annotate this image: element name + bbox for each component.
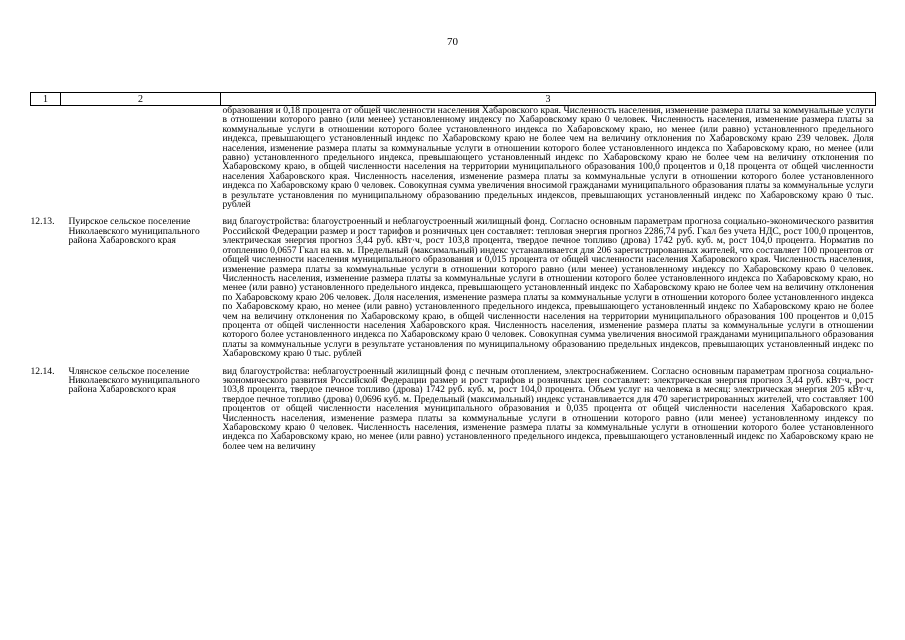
table-row: [31, 209, 876, 358]
row-description: вид благоустройства: неблагоустроенный жилищный фонд с печным отоплением, электроснабжением. Согласно основным параметрам прогноза социально-экономического развития Российской Федерации размер и рост тарифов и розничных цен составляет: электрическая энергия прогноз 3,44 руб. кВт·ч, рост 103,8 процента, твердое печное топливо (дрова) 1742 руб. куб. м, рост 104,0 процента. Объем услуг на человека в месяц: электрическая энергия 205 кВт·ч, твердое печное топливо (дрова) 0,0696 куб. м. Предельный (максимальный) индекс устанавливается для 470 зарегистрированных жителей, что составляет 100 процентов от общей численности населения муниципального образования и 0,035 процента от общей численности населения Хабаровского края. Численность населения, изменение размера платы за коммунальные услуги в отношении которого равно (или менее) установленному индексу по Хабаровскому краю 0 человек. Численность населения, изменение размера платы за коммунальные услуги в отношении которого более установленного индекса по Хабаровскому краю, но менее (или равно) установленного предельного индекса, превышающего установленный индекс по Хабаровскому краю не более чем на величину: [222, 365, 874, 452]
table-header-row: [31, 93, 876, 106]
header-col-1: 1: [31, 93, 61, 106]
municipality-name: Пуирское сельское поселение Николаевского муниципального района Хабаровского края: [68, 216, 200, 247]
row-description: вид благоустройства: благоустроенный и неблагоустроенный жилищный фонд. Согласно основным параметрам прогноза социально-экономического развития Российской Федерации размер и рост тарифов и розничных цен составляет: тепловая энергия прогноз 2286,74 руб. Гкал без учета НДС, рост 100,0 процентов, электрическая энергия прогноз 3,44 руб. кВт·ч, рост 103,8 процента, твердое печное топливо (дрова) 1742 руб. куб. м, рост 104,0 процента. Норматив по отоплению 0,0657 Гкал на кв. м. Предельный (максимальный) индекс устанавливается для 206 зарегистрированных жителей, что составляет 100 процентов от общей численности населения муниципального образования и 0,015 процента от общей численности населения Хабаровского края. Численность населения, изменение размера платы за коммунальные услуги в отношении которого равно (или менее) установленному индексу по Хабаровскому краю 0 человек. Численность населения, изменение размера платы за коммунальные услуги в отношении которого более установленного индекса по Хабаровскому краю, но менее (или равно) установленного предельного индекса, превышающего установленный индекс по Хабаровскому краю не более чем на величину отклонения по Хабаровскому краю 206 человек. Доля населения, изменение размера платы за коммунальные услуги в отношении которого более установленного индекса по Хабаровскому краю, но менее (или равно) установленного предельного индекса, превышающего установленный индекс по Хабаровскому краю не более чем на величину отклонения по Хабаровскому краю, в общей численности населения на территории муниципального образования 100 процентов и 0,015 процента от общей численности населения Хабаровского края. Численность населения, изменение размера платы за коммунальные услуги в отношении которого более установленного индекса по Хабаровскому краю 0 человек. Совокупная сумма увеличения вносимой гражданами муниципального образования платы за коммунальные услуги в результате установления по муниципальному образованию предельных индексов, превышающих установленный индекс по Хабаровскому краю 0 тыс. рублей: [222, 216, 874, 360]
header-col-3: 3: [221, 93, 876, 106]
municipality-name: [61, 106, 221, 210]
row-description: образования и 0,18 процента от общей численности населения Хабаровского края. Численность населения, изменение размера платы за коммунальные услуги в отношении которого равно (или менее) установленному индексу по Хабаровскому краю 0 человек. Численность населения, изменение размера платы за коммунальные услуги в отношении которого более установленного индекса по Хабаровскому краю, но менее (или равно) установленного предельного индекса, превышающего установленный индекс по Хабаровскому краю не более чем на величину отклонения по Хабаровскому краю 239 человек. Доля населения, изменение размера платы за коммунальные услуги в отношении которого более установленного индекса по Хабаровскому краю, но менее (или равно) установленного предельного индекса, превышающего установленный индекс по Хабаровскому краю не более чем на величину отклонения по Хабаровскому краю, в общей численности населения на территории муниципального образования 100,0 процентов и 0,18 процента от общей численности населения Хабаровского края. Численность населения, изменение размера платы за коммунальные услуги в отношении которого более установленного индекса по Хабаровскому краю 0 человек. Совокупная сумма увеличения вносимой гражданами муниципального образования платы за коммунальные услуги в результате установления по муниципальному образованию предельных индексов, превышающих установленный индекс по Хабаровскому краю 0 тыс. рублей: [222, 105, 874, 211]
row-number: 12.14.: [30, 365, 55, 377]
header-col-2: 2: [61, 93, 221, 106]
row-number: 12.13.: [30, 216, 55, 228]
municipality-name: Члянское сельское поселение Николаевского муниципального района Хабаровского края: [68, 365, 200, 396]
row-number: [31, 106, 61, 210]
table-row: [31, 106, 876, 210]
table-row: [31, 359, 876, 452]
municipal-index-table: [30, 92, 876, 451]
page-number: 70: [447, 36, 458, 48]
